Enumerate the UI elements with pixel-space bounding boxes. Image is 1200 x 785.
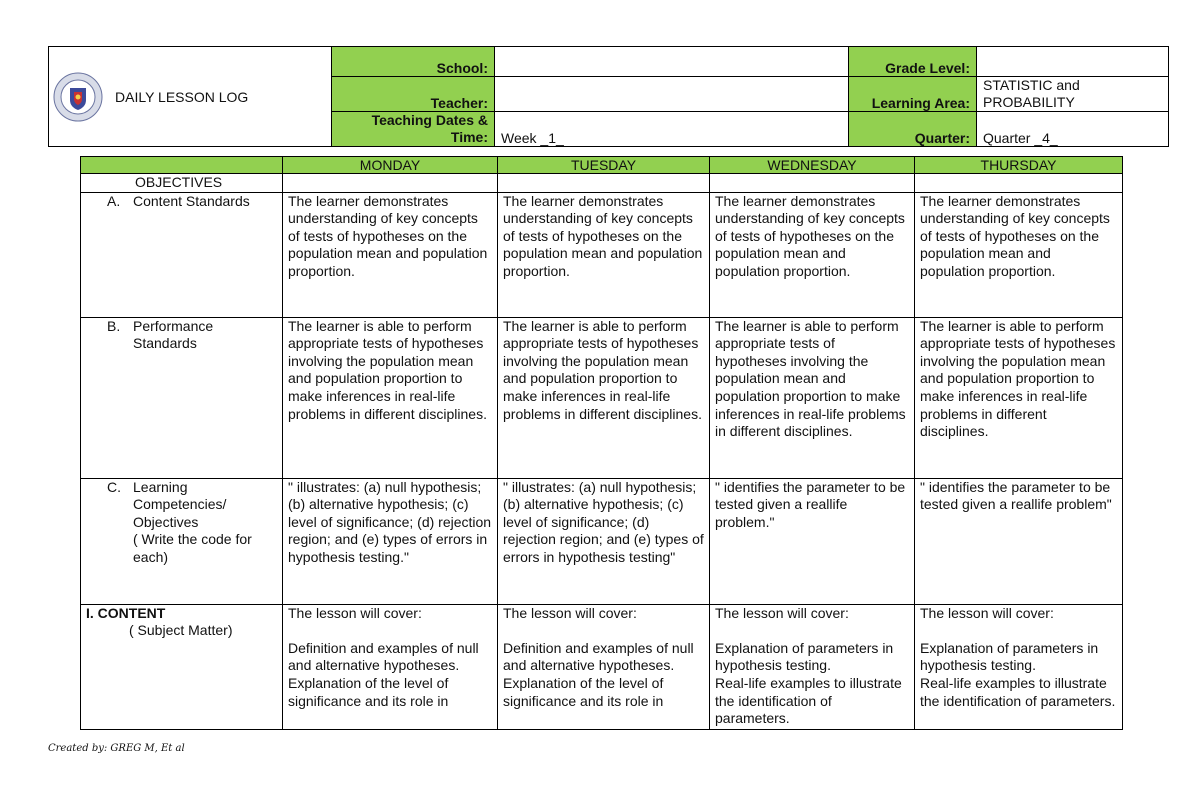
lesson-table bbox=[80, 156, 1123, 730]
competencies-tuesday[interactable]: " illustrates: (a) null hypothesis; (b) alternative hypothesis; (c) level of significance; (d) rejection region; and (e) types of errors in hypothesis testing" bbox=[498, 478, 710, 604]
day-header-blank bbox=[81, 157, 283, 174]
performance-standards-wednesday[interactable]: The learner is able to perform appropriate tests of hypotheses involving the population mean and population proportion to make inferences in real-life problems in different disciplines. bbox=[710, 317, 915, 478]
learning-area-label: Learning Area: bbox=[849, 77, 977, 112]
day-monday: MONDAY bbox=[283, 157, 498, 174]
content-standards-tuesday[interactable]: The learner demonstrates understanding of key concepts of tests of hypotheses on the population mean and population proportion. bbox=[498, 192, 710, 317]
teacher-label: Teacher: bbox=[332, 77, 495, 112]
content-standards-monday[interactable]: The learner demonstrates understanding of key concepts of tests of hypotheses on the population mean and population proportion. bbox=[283, 192, 498, 317]
content-row bbox=[81, 604, 1123, 729]
teacher-value[interactable] bbox=[495, 77, 849, 112]
content-standards-thursday[interactable]: The learner demonstrates understanding of key concepts of tests of hypotheses on the population mean and population proportion. bbox=[915, 192, 1123, 317]
competencies-thursday[interactable]: " identifies the parameter to be tested given a reallife problem" bbox=[915, 478, 1123, 604]
performance-standards-thursday[interactable]: The learner is able to perform appropriate tests of hypotheses involving the population mean and population proportion to make inferences in real-life problems in different disciplines. bbox=[915, 317, 1123, 478]
content-standards-label: A. Content Standards bbox=[81, 192, 283, 317]
day-tuesday: TUESDAY bbox=[498, 157, 710, 174]
content-monday[interactable]: The lesson will cover: Definition and examples of null and alternative hypotheses. Explanation of the level of significance and its role in bbox=[283, 604, 498, 729]
objectives-row bbox=[81, 174, 1123, 193]
footer-credit: Created by: GREG M, Et al bbox=[48, 743, 185, 754]
content-label: I. CONTENT ( Subject Matter) bbox=[81, 604, 283, 729]
day-header-row bbox=[81, 157, 1123, 174]
grade-level-label: Grade Level: bbox=[849, 47, 977, 77]
competencies-wednesday[interactable]: " identifies the parameter to be tested given a reallife problem." bbox=[710, 478, 915, 604]
grade-level-value[interactable] bbox=[977, 47, 1169, 77]
teaching-dates-value[interactable]: Week _1_ bbox=[495, 112, 849, 147]
teaching-dates-label: Teaching Dates & Time: bbox=[332, 112, 495, 147]
header-table bbox=[48, 46, 1169, 147]
school-label: School: bbox=[332, 47, 495, 77]
content-thursday[interactable]: The lesson will cover: Explanation of parameters in hypothesis testing. Real-life examples to illustrate the identification of parameters. bbox=[915, 604, 1123, 729]
performance-standards-tuesday[interactable]: The learner is able to perform appropriate tests of hypotheses involving the population mean and population proportion to make inferences in real-life problems in different disciplines. bbox=[498, 317, 710, 478]
day-wednesday: WEDNESDAY bbox=[710, 157, 915, 174]
content-tuesday[interactable]: The lesson will cover: Definition and examples of null and alternative hypotheses. Explanation of the level of significance and its role in bbox=[498, 604, 710, 729]
day-thursday: THURSDAY bbox=[915, 157, 1123, 174]
content-standards-wednesday[interactable]: The learner demonstrates understanding of key concepts of tests of hypotheses on the population mean and population proportion. bbox=[710, 192, 915, 317]
quarter-value[interactable]: Quarter _4_ bbox=[977, 112, 1169, 147]
deped-seal-icon bbox=[53, 72, 103, 122]
performance-standards-label: B. Performance Standards bbox=[81, 317, 283, 478]
competencies-row bbox=[81, 478, 1123, 604]
school-value[interactable] bbox=[495, 47, 849, 77]
performance-standards-row bbox=[81, 317, 1123, 478]
content-wednesday[interactable]: The lesson will cover: Explanation of parameters in hypothesis testing. Real-life examples to illustrate the identification of parameters. bbox=[710, 604, 915, 729]
objectives-heading: OBJECTIVES bbox=[81, 174, 283, 193]
header-logo-cell bbox=[49, 47, 332, 147]
content-standards-row bbox=[81, 192, 1123, 317]
quarter-label: Quarter: bbox=[849, 112, 977, 147]
document-title: DAILY LESSON LOG bbox=[115, 88, 249, 105]
competencies-label: C. Learning Competencies/ Objectives ( Write the code for each) bbox=[81, 478, 283, 604]
learning-area-value[interactable]: STATISTIC and PROBABILITY bbox=[977, 77, 1169, 112]
competencies-monday[interactable]: " illustrates: (a) null hypothesis; (b) alternative hypothesis; (c) level of significance; (d) rejection region; and (e) types of errors in hypothesis testing." bbox=[283, 478, 498, 604]
performance-standards-monday[interactable]: The learner is able to perform appropriate tests of hypotheses involving the population mean and population proportion to make inferences in real-life problems in different disciplines. bbox=[283, 317, 498, 478]
